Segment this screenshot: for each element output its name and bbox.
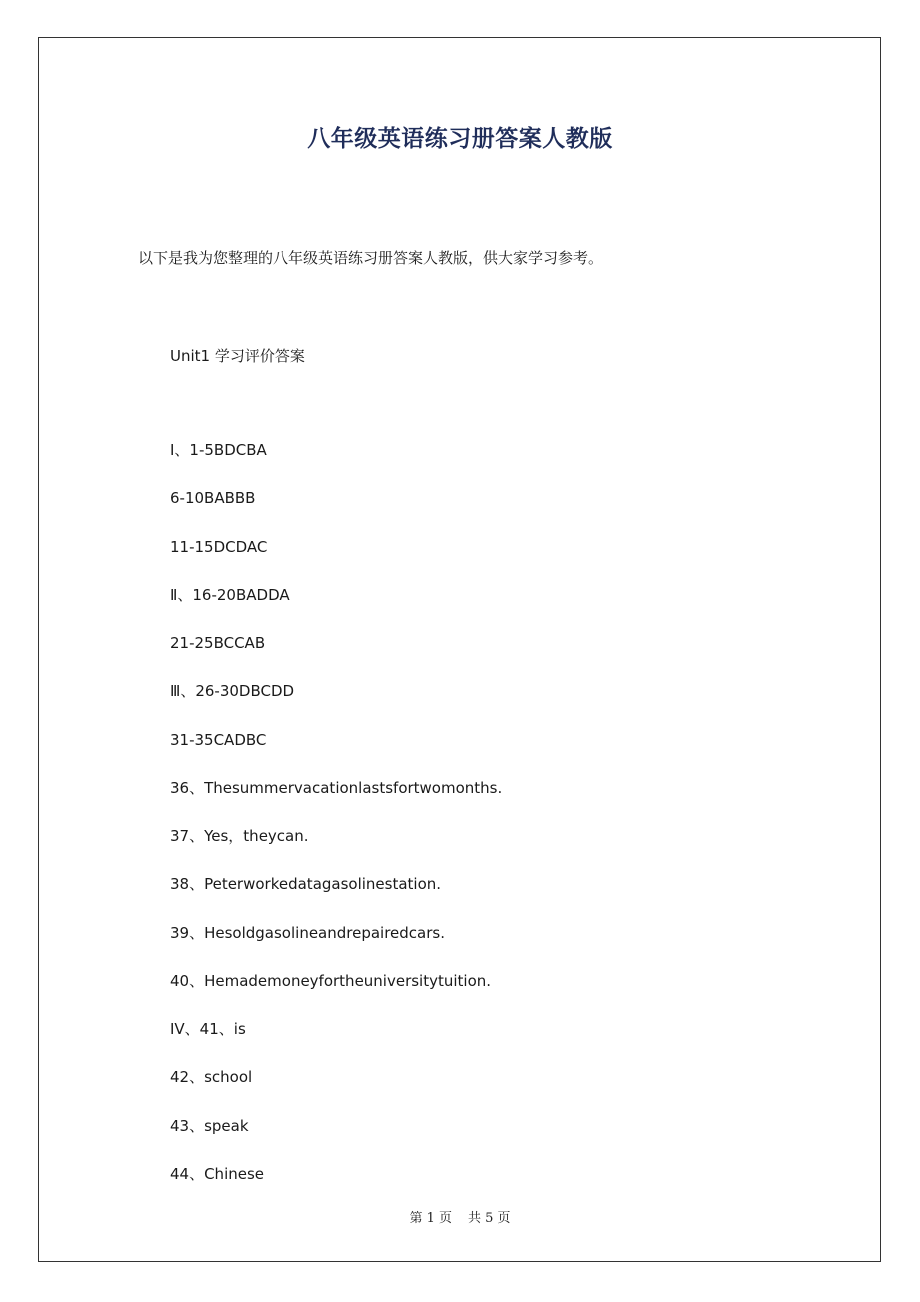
answer-line: 38、Peterworkedatagasolinestation. [170,875,442,894]
answer-line: 36、Thesummervacationlastsfortwomonths. [170,778,503,797]
answer-line: 37、Yes，theycan. [170,827,309,845]
intro-paragraph: 以下是我为您整理的八年级英语练习册答案人教版，供大家学习参考。 [138,249,604,267]
answer-line: 43、speak [170,1116,249,1135]
page-footer [0,1207,920,1226]
answer-line: 40、Hemademoneyfortheuniversitytuition. [170,971,492,990]
answer-line: 6-10BABBB [170,489,256,508]
answer-line: 44、Chinese [170,1164,265,1183]
page-number: 第 1 页 [409,1211,452,1226]
answer-list [170,440,502,1212]
answer-line: Ⅲ、26-30DBCDD [170,682,295,701]
answer-line: Ⅰ、1-5BDCBA [170,441,267,459]
document-title: 八年级英语练习册答案人教版 [307,126,613,152]
answer-line: 31-35CADBC [170,730,267,749]
answer-line: 21-25BCCAB [170,634,266,652]
answer-line: IV、41、is [170,1020,246,1038]
answer-line: 42、school [170,1068,253,1087]
answer-line: 39、Hesoldgasolineandrepairedcars. [170,923,445,942]
unit-heading: Unit1 学习评价答案 [170,347,305,365]
answer-line: 11-15DCDAC [170,537,268,556]
page-total: 共 5 页 [468,1211,511,1226]
answer-line: Ⅱ、16-20BADDA [170,585,290,604]
